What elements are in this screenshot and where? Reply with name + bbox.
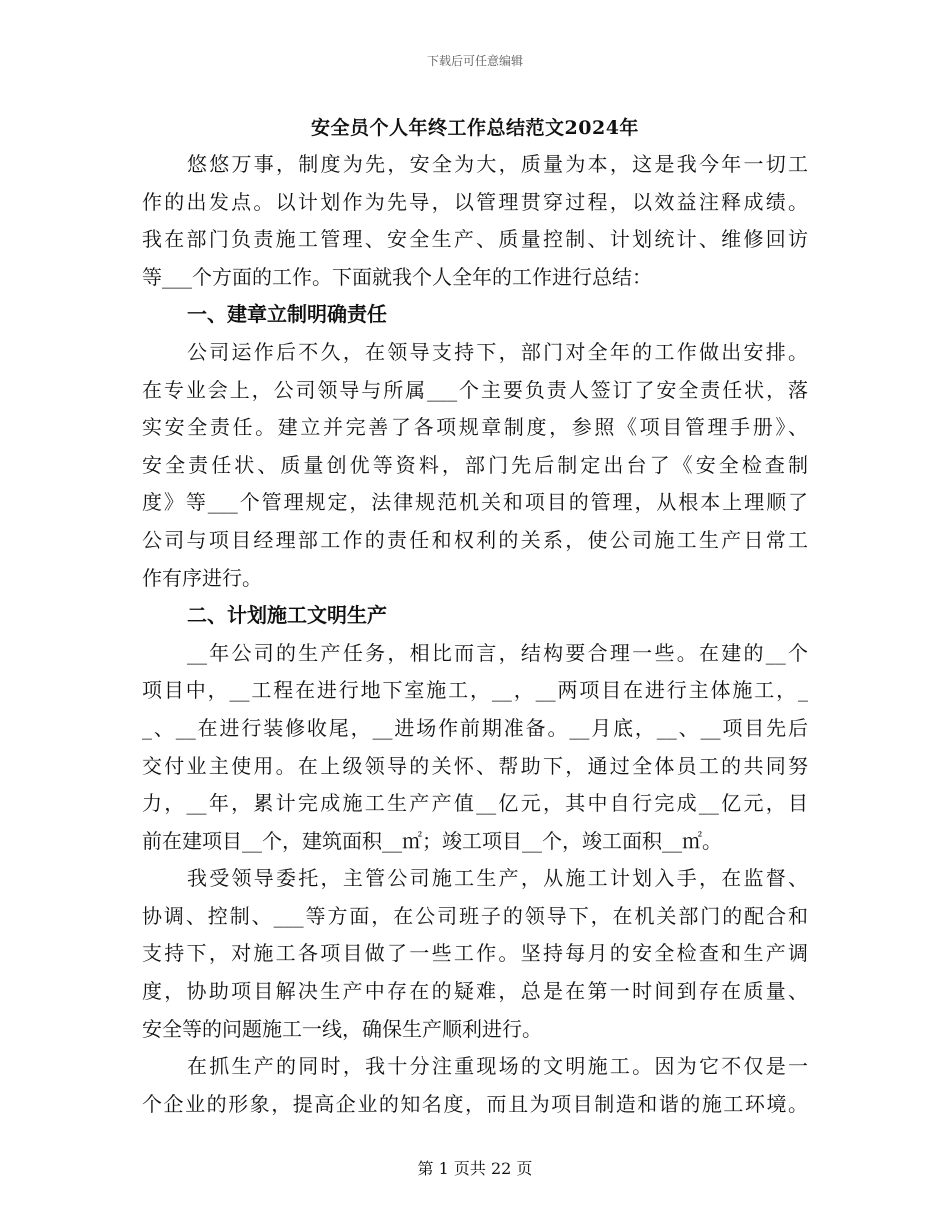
paragraph-line: 个企业的形象，提高企业的知名度，而且为项目制造和谐的施工环境。 (142, 1091, 808, 1116)
paragraph-line: 我在部门负责施工管理、安全生产、质量控制、计划统计、维修回访 (142, 227, 808, 252)
paragraph-line: 安全等的问题施工一线，确保生产顺利进行。 (142, 1016, 542, 1041)
document-title: 安全员个人年终工作总结范文2024年 (311, 117, 639, 139)
paragraph-line: 支持下，对施工各项目做了一些工作。坚持每月的安全检查和生产调 (142, 941, 808, 966)
paragraph-line: 公司运作后不久，在领导支持下，部门对全年的工作做出安排。 (187, 339, 808, 364)
document-body (142, 146, 808, 1123)
section-heading: 二、计划施工文明生产 (187, 603, 387, 628)
section-heading: 一、建章立制明确责任 (187, 302, 387, 327)
paragraph-line: _、__在进行装修收尾，__进场作前期准备。__月底，__、__项目先后 (142, 715, 808, 740)
paragraph-line: 度，协助项目解决生产中存在的疑难，总是在第一时间到存在质量、 (142, 979, 808, 1004)
paragraph-line: 度》等___个管理规定，法律规范机关和项目的管理，从根本上理顺了 (142, 490, 808, 515)
paragraph-line: 安全责任状、质量创优等资料，部门先后制定出台了《安全检查制 (142, 452, 808, 477)
paragraph-line: 实安全责任。建立并完善了各项规章制度，参照《项目管理手册》、 (142, 415, 808, 440)
paragraph-line: 力，__年，累计完成施工生产产值__亿元，其中自行完成__亿元，目 (142, 791, 808, 816)
paragraph-line: 协调、控制、___等方面，在公司班子的领导下，在机关部门的配合和 (142, 903, 808, 928)
paragraph-line: __年公司的生产任务，相比而言，结构要合理一些。在建的__个 (187, 640, 808, 665)
paragraph-line: 在抓生产的同时，我十分注重现场的文明施工。因为它不仅是一 (187, 1054, 808, 1079)
paragraph-line: 在专业会上，公司领导与所属___个主要负责人签订了安全责任状，落 (142, 377, 808, 402)
paragraph-line: 公司与项目经理部工作的责任和权利的关系，使公司施工生产日常工 (142, 527, 808, 552)
paragraph-line: 交付业主使用。在上级领导的关怀、帮助下，通过全体员工的共同努 (142, 753, 808, 778)
paragraph-line: 等___个方面的工作。下面就我个人全年的工作进行总结： (142, 264, 652, 289)
paragraph-line: 我受领导委托，主管公司施工生产，从施工计划入手，在监督、 (187, 866, 808, 891)
header-note: 下载后可任意编辑 (426, 54, 523, 68)
paragraph-line: 作的出发点。以计划作为先导，以管理贯穿过程，以效益注释成绩。 (142, 189, 808, 214)
paragraph-line: 作有序进行。 (142, 565, 262, 590)
paragraph-line: 悠悠万事，制度为先，安全为大，质量为本，这是我今年一切工 (187, 152, 808, 176)
paragraph-line: 项目中，__工程在进行地下室施工，__，__两项目在进行主体施工，_ (142, 678, 808, 703)
paragraph-line: 前在建项目__个，建筑面积__㎡；竣工项目__个，竣工面积__㎡。 (142, 828, 722, 853)
page-footer: 第 1 页共 22 页 (417, 1159, 533, 1178)
